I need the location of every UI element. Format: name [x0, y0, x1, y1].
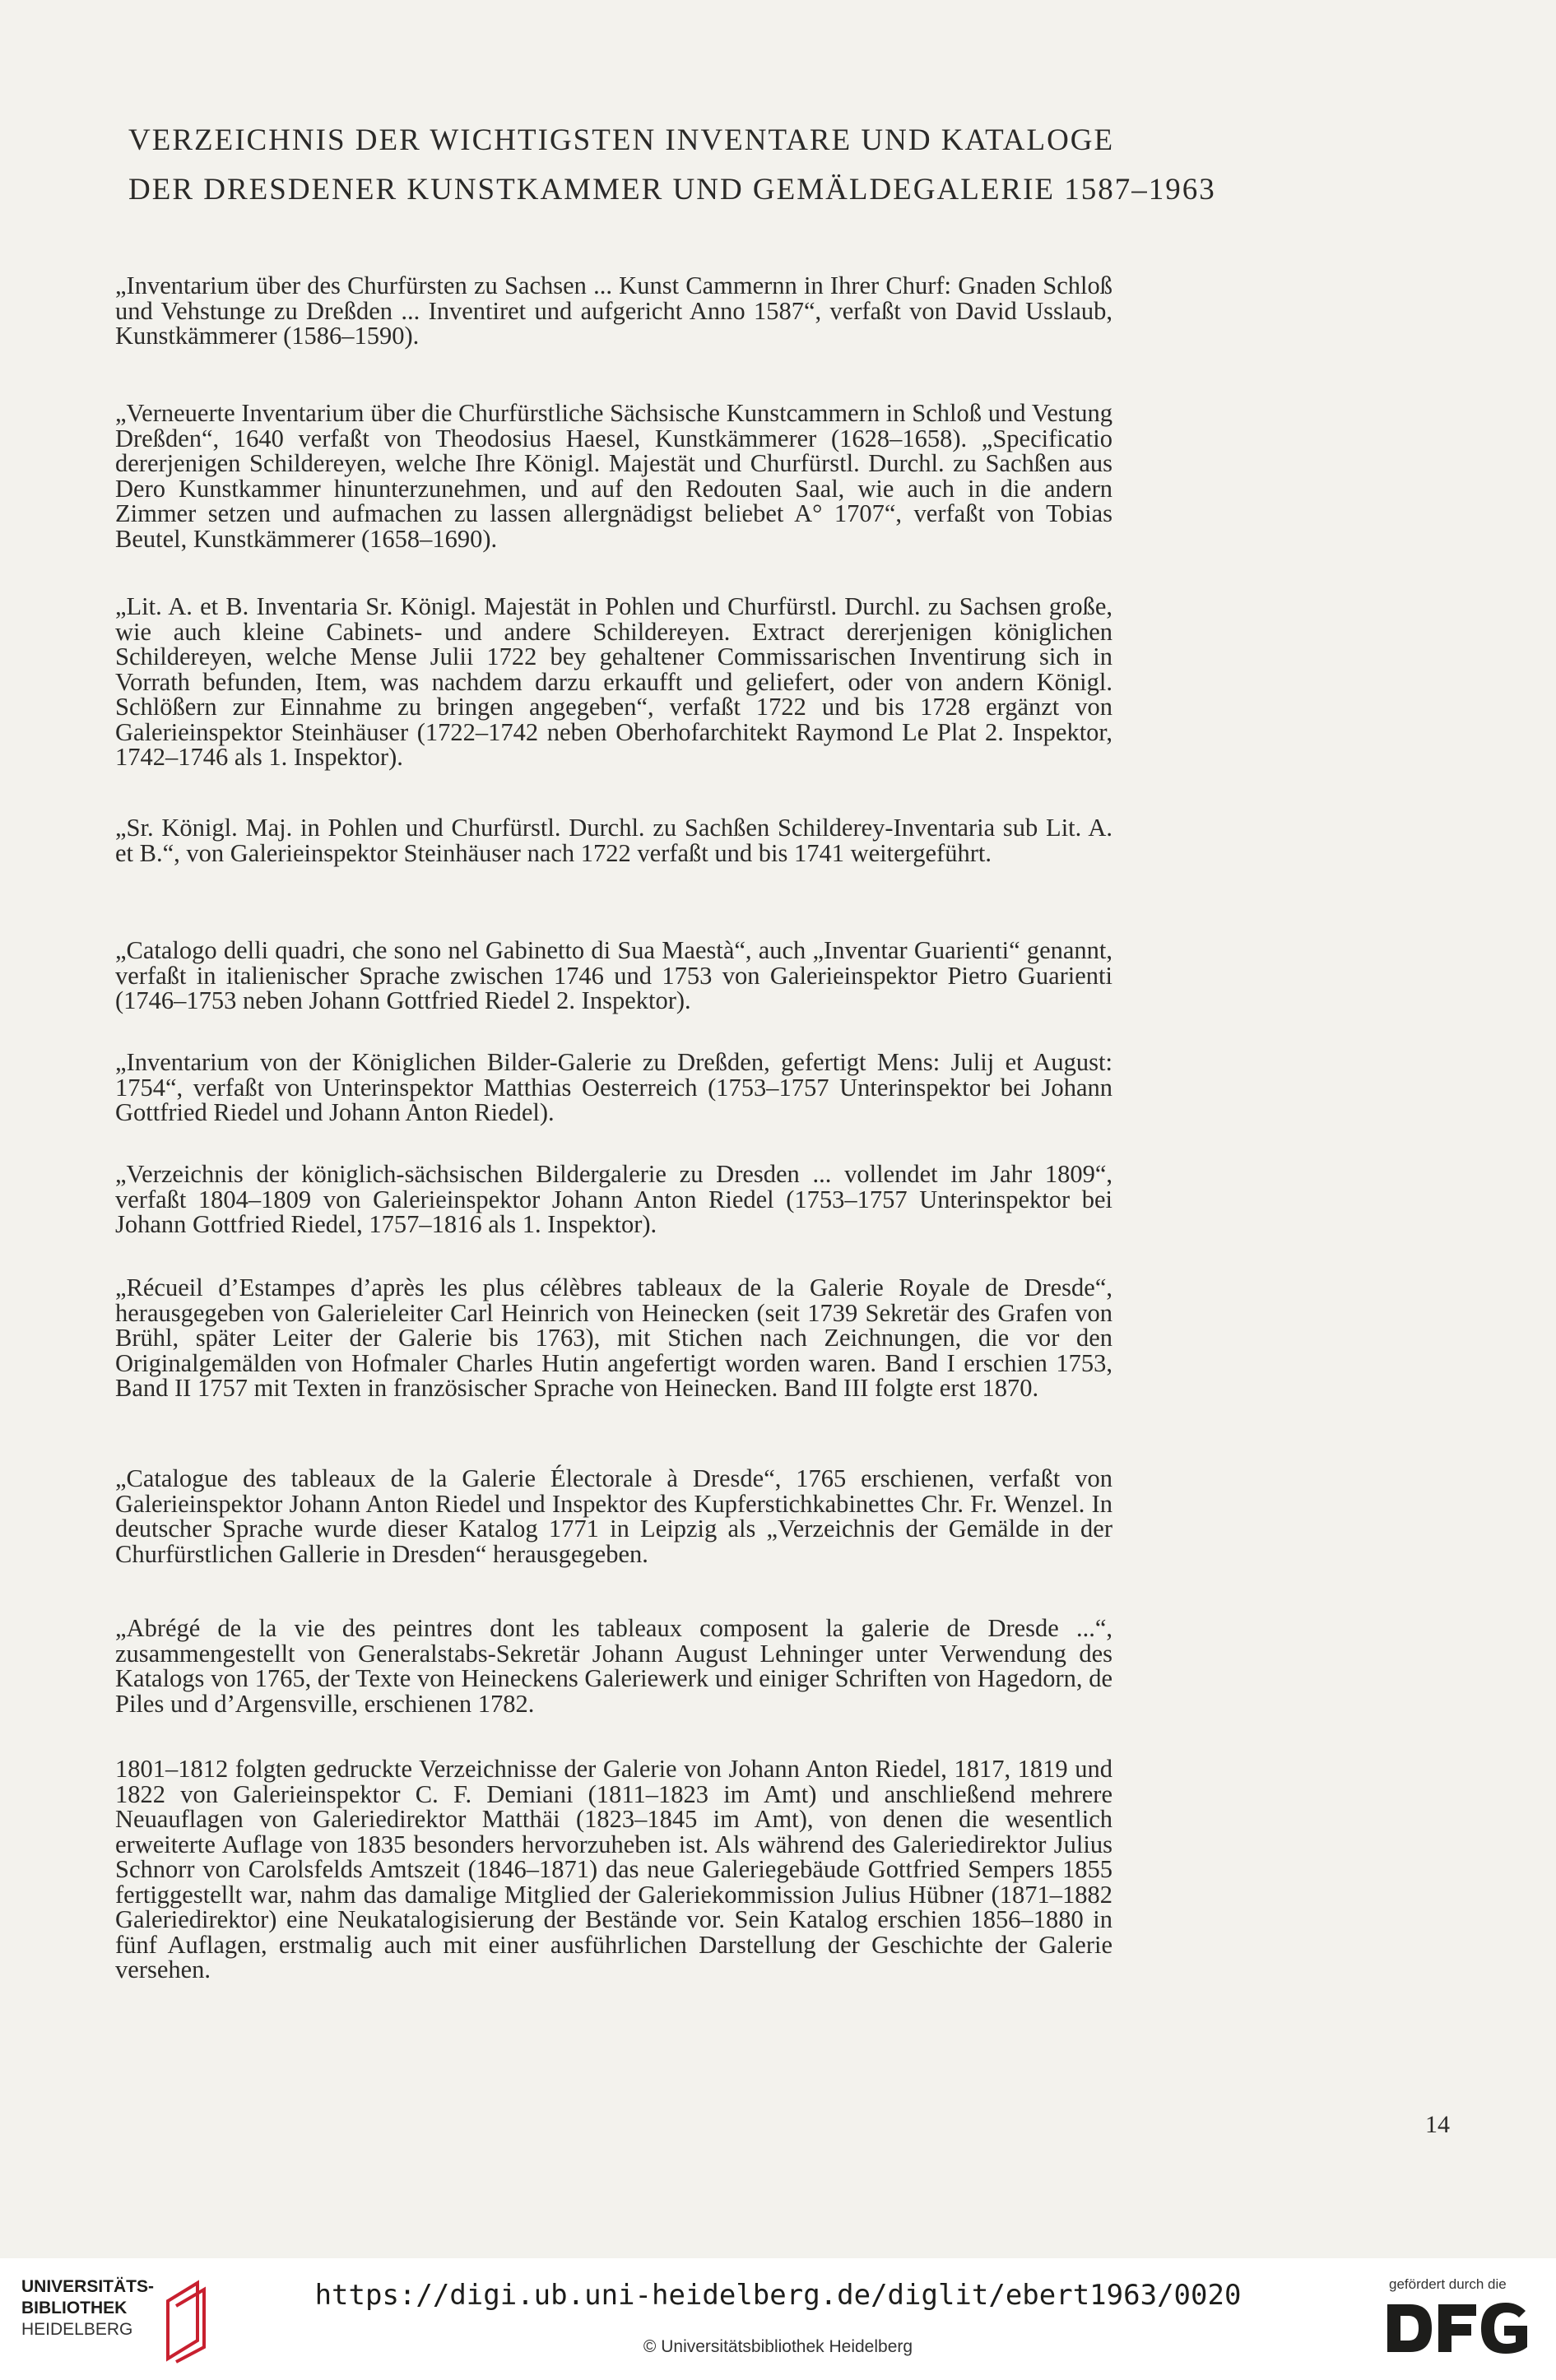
- copyright-notice: © Universitätsbibliothek Heidelberg: [643, 2337, 913, 2356]
- entry-paragraph-3: „Lit. A. et B. Inventaria Sr. Königl. Majestät in Pohlen und Churfürstl. Durchl. zu Sachsen große, wie auch kleine Cabinets- und andere Schildereyen. Extract dererjenigen königlichen Schildereyen, welche Mense Julii 1722 bey gehaltener Commissarischen Inventirung sich in Vorrath befunden, Item, was nachdem darzu erkaufft und geliefert, oder von andern Königl. Schlößern zur Einnahme zu bringen angegeben“, verfaßt 1722 und bis 1728 ergänzt von Galerieinspektor Steinhäuser (1722–1742 neben Oberhofarchitekt Raymond Le Plat 2. Inspektor, 1742–1746 als 1. Inspektor).: [115, 592, 1112, 771]
- entry-paragraph-2: „Verneuerte Inventarium über die Churfürstliche Sächsische Kunstcammern in Schloß und Vestung Dreßden“, 1640 verfaßt von Theodosius Haesel, Kunstkämmerer (1628–1658). „Specificatio dererjenigen Schildereyen, welche Ihre Königl. Majestät und Churfürstl. Durchl. zu Sachßen aus Dero Kunstkammer hinunterzunehmen, und auf den Redouten Saal, wie auch in die andern Zimmer setzen und aufmachen zu lassen allergnädigst beliebet A° 1707“, verfaßt von Tobias Beutel, Kunstkämmerer (1658–1690).: [115, 399, 1112, 553]
- entry-paragraph-5: „Catalogo delli quadri, che sono nel Gabinetto di Sua Maestà“, auch „Inventar Guarienti“ genannt, verfaßt in italienischer Sprache zwischen 1746 und 1753 von Galerieinspektor Pietro Guarienti (1746–1753 neben Johann Gottfried Riedel 2. Inspektor).: [115, 936, 1112, 1014]
- page-heading-line-1: VERZEICHNIS DER WICHTIGSTEN INVENTARE UND KATALOGE: [128, 123, 1115, 157]
- library-name-line-3: HEIDELBERG: [21, 2320, 133, 2339]
- entry-paragraph-1: „Inventarium über des Churfürsten zu Sachsen ... Kunst Cammernn in Ihrer Churf: Gnaden Schloß und Vehstunge zu Dreßden ... Inventiret und aufgericht Anno 1587“, verfaßt von David Usslaub, Kunstkämmerer (1586–1590).: [115, 271, 1112, 350]
- page-number: 14: [1425, 2111, 1450, 2138]
- dfg-logo-icon: [1386, 2299, 1534, 2357]
- entry-paragraph-11: 1801–1812 folgten gedruckte Verzeichnisse der Galerie von Johann Anton Riedel, 1817, 1819 und 1822 von Galerieinspektor C. F. Demiani (1811–1823 im Amt) und anschließend mehrere Neuauflagen von Galeriedirektor Matthäi (1823–1845 im Amt), von denen die wesentlich erweiterte Auflage von 1835 besonders hervorzuheben ist. Als während des Galeriedirektor Julius Schnorr von Carolsfelds Amtszeit (1846–1871) das neue Galeriegebäude Gottfried Sempers 1855 fertiggestellt war, nahm das damalige Mitglied der Galeriekommission Julius Hübner (1871–1882 Galeriedirektor) eine Neukatalogisierung der Bestände vor. Sein Katalog erschien 1856–1880 in fünf Auflagen, erstmalig auch mit einer ausführlichen Darstellung der Geschichte der Galerie versehen.: [115, 1755, 1112, 1983]
- permalink-url[interactable]: https://digi.ub.uni-heidelberg.de/diglit/ebert1963/0020: [314, 2279, 1242, 2312]
- entry-paragraph-6: „Inventarium von der Königlichen Bilder-Galerie zu Dreßden, gefertigt Mens: Julij et August: 1754“, verfaßt von Unterinspektor Matthias Oesterreich (1753–1757 Unterinspektor bei Johann Gottfried Riedel und Johann Anton Riedel).: [115, 1048, 1112, 1126]
- funding-label: gefördert durch die: [1389, 2276, 1507, 2292]
- viewer-footer: [0, 2258, 1556, 2380]
- entry-paragraph-9: „Catalogue des tableaux de la Galerie Électorale à Dresde“, 1765 erschienen, verfaßt von Galerieinspektor Johann Anton Riedel und Inspektor des Kupferstichkabinettes Chr. Fr. Wenzel. In deutscher Sprache wurde dieser Katalog 1771 in Leipzig als „Verzeichnis der Gemälde in der Churfürstlichen Gallerie in Dresden“ herausgegeben.: [115, 1464, 1112, 1568]
- entry-paragraph-8: „Récueil d’Estampes d’après les plus célèbres tableaux de la Galerie Royale de Dresde“, herausgegeben von Galerieleiter Carl Heinrich von Heinecken (seit 1739 Sekretär des Grafen von Brühl, später Leiter der Galerie bis 1763), mit Stichen nach Zeichnungen, die vor den Originalgemälden von Hofmaler Charles Hutin angefertigt worden waren. Band I erschien 1753, Band II 1757 mit Texten in französischer Sprache von Heinecken. Band III folgte erst 1870.: [115, 1274, 1112, 1402]
- entry-paragraph-10: „Abrégé de la vie des peintres dont les tableaux composent la galerie de Dresde ...“, zusammengestellt von Generalstabs-Sekretär Johann August Lehninger unter Verwendung des Katalogs von 1765, der Texte von Heineckens Galeriewerk und einiger Schriften von Hagedorn, de Piles und d’Argensville, erschienen 1782.: [115, 1614, 1112, 1718]
- entry-paragraph-4: „Sr. Königl. Maj. in Pohlen und Churfürstl. Durchl. zu Sachßen Schilderey-Inventaria sub Lit. A. et B.“, von Galerieinspektor Steinhäuser nach 1722 verfaßt und bis 1741 weitergeführt.: [115, 814, 1112, 867]
- library-name-line-1: UNIVERSITÄTS-: [21, 2277, 155, 2296]
- library-name-line-2: BIBLIOTHEK: [21, 2299, 128, 2317]
- page-heading-line-2: DER DRESDENER KUNSTKAMMER UND GEMÄLDEGALERIE 1587–1963: [128, 173, 1216, 206]
- entry-paragraph-7: „Verzeichnis der königlich-sächsischen Bildergalerie zu Dresden ... vollendet im Jahr 1809“, verfaßt 1804–1809 von Galerieinspektor Johann Anton Riedel (1753–1757 Unterinspektor bei Johann Gottfried Riedel, 1757–1816 als 1. Inspektor).: [115, 1160, 1112, 1238]
